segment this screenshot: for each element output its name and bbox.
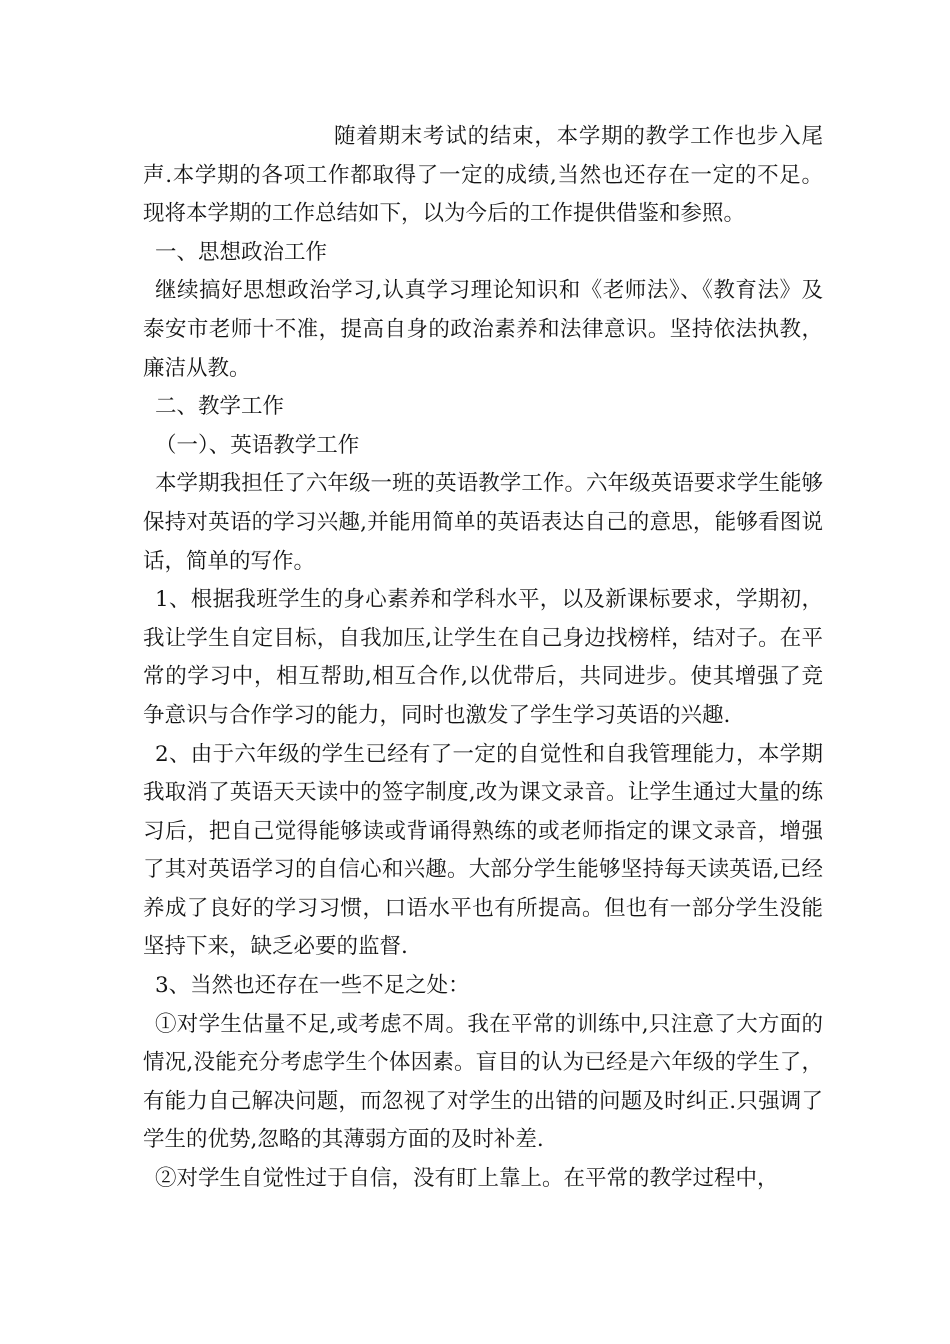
point-3-paragraph: 3、当然也还存在一些不足之处： <box>155 973 470 999</box>
english-overview-paragraph: 本学期我担任了六年级一班的英语教学工作。六年级英语要求学生能够保持对英语的学习兴趣,并能用简单的英语表达自己的意思，能够看图说话，简单的写作。 <box>143 471 823 574</box>
political-paragraph: 继续搞好思想政治学习,认真学习理论知识和《老师法》、《教育法》及泰安市老师十不准，提高自身的政治素养和法律意识。坚持依法执教，廉洁从教。 <box>143 278 823 381</box>
section-heading-teaching: 二、教学工作 <box>155 394 285 420</box>
point-2-paragraph: 2、由于六年级的学生已经有了一定的自觉性和自我管理能力，本学期我取消了英语天天读中的签字制度,改为课文录音。让学生通过大量的练习后，把自己觉得能够读或背诵得熟练的或老师指定的课文录音，增强了其对英语学习的自信心和兴趣。大部分学生能够坚持每天读英语,已经养成了良好的学习习惯，口语水平也有所提高。但也有一部分学生没能坚持下来，缺乏必要的监督. <box>143 741 823 960</box>
document-body <box>143 118 823 1199</box>
point-1-paragraph: 1、根据我班学生的身心素养和学科水平，以及新课标要求，学期初，我让学生自定目标，自我加压,让学生在自己身边找榜样，结对子。在平常的学习中，相互帮助,相互合作,以优带后，共同进步。使其增强了竞争意识与合作学习的能力，同时也激发了学生学习英语的兴趣. <box>143 587 823 728</box>
shortcoming-2-paragraph: ②对学生自觉性过于自信，没有盯上靠上。在平常的教学过程中， <box>155 1166 779 1192</box>
section-heading-political: 一、思想政治工作 <box>155 239 328 265</box>
shortcoming-1-paragraph: ①对学生估量不足,或考虑不周。我在平常的训练中,只注意了大方面的情况,没能充分考虑学生个体因素。盲目的认为已经是六年级的学生了，有能力自己解决问题，而忽视了对学生的出错的问题及时纠正.只强调了学生的优势,忽略的其薄弱方面的及时补差. <box>143 1011 823 1153</box>
subsection-heading-english: （一）、英语教学工作 <box>155 432 360 458</box>
intro-paragraph: 随着期末考试的结束，本学期的教学工作也步入尾声.本学期的各项工作都取得了一定的成绩,当然也还存在一定的不足。现将本学期的工作总结如下，以为今后的工作提供借鉴和参照。 <box>143 124 823 227</box>
